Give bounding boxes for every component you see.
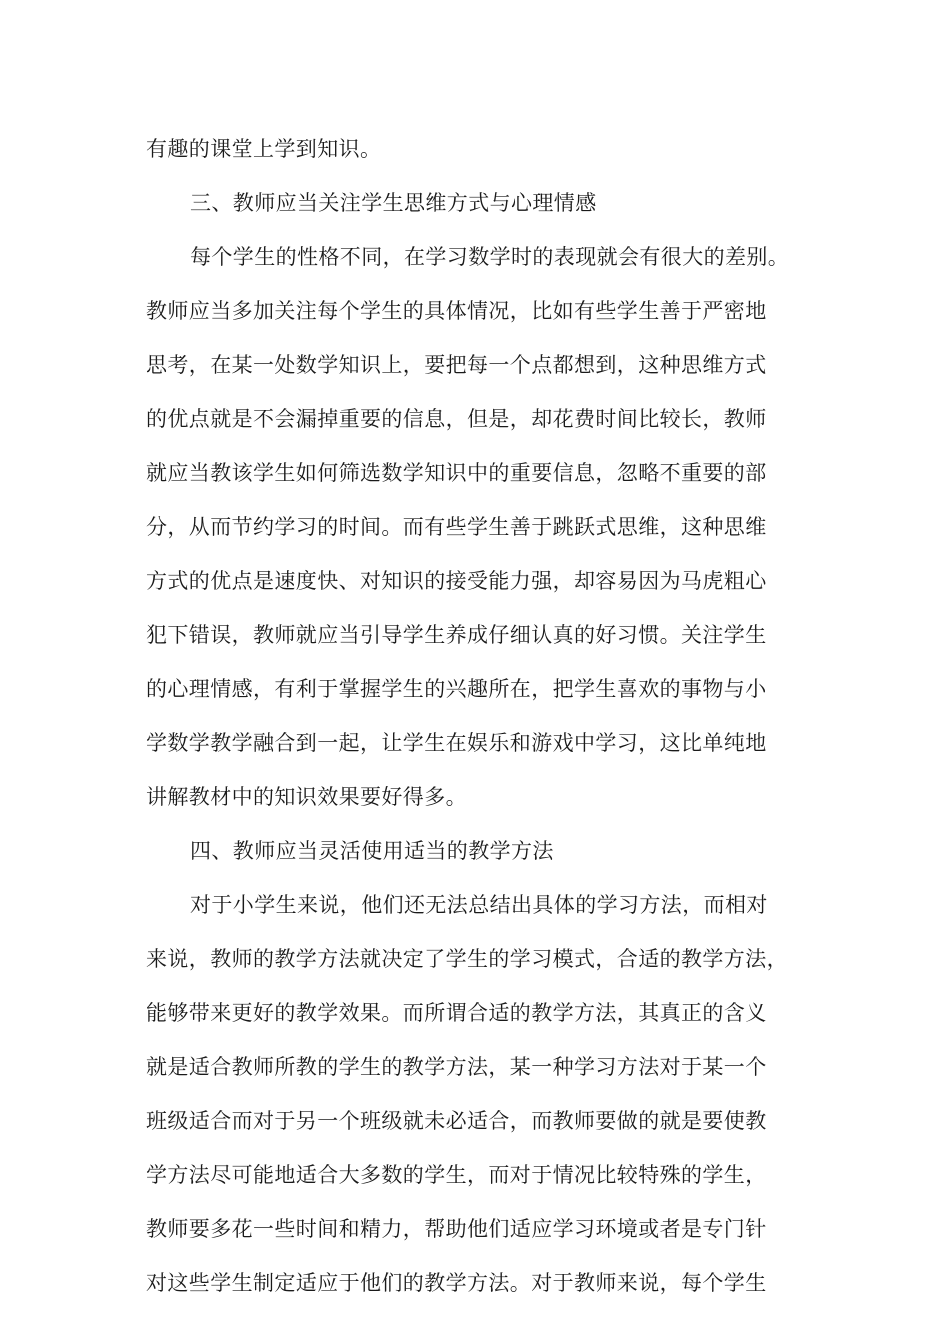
paragraph-line: 的优点就是不会漏掉重要的信息，但是，却花费时间比较长，教师 xyxy=(146,407,767,431)
paragraph-line: 对这些学生制定适应于他们的教学方法。对于教师来说，每个学生 xyxy=(146,1271,767,1295)
paragraph-line: 学数学教学融合到一起，让学生在娱乐和游戏中学习，这比单纯地 xyxy=(146,731,767,755)
paragraph-line: 每个学生的性格不同，在学习数学时的表现就会有很大的差别。 xyxy=(190,245,790,269)
paragraph-line: 就应当教该学生如何筛选数学知识中的重要信息，忽略不重要的部 xyxy=(146,461,767,485)
paragraph-line: 学方法尽可能地适合大多数的学生，而对于情况比较特殊的学生， xyxy=(146,1163,767,1187)
paragraph-line: 的心理情感，有利于掌握学生的兴趣所在，把学生喜欢的事物与小 xyxy=(146,677,767,701)
paragraph-line: 有趣的课堂上学到知识。 xyxy=(146,137,382,161)
paragraph-line: 教师要多花一些时间和精力，帮助他们适应学习环境或者是专门针 xyxy=(146,1217,767,1241)
paragraph-line: 思考，在某一处数学知识上，要把每一个点都想到，这种思维方式 xyxy=(146,353,767,377)
paragraph-line: 讲解教材中的知识效果要好得多。 xyxy=(146,785,467,809)
paragraph-line: 分，从而节约学习的时间。而有些学生善于跳跃式思维，这种思维 xyxy=(146,515,767,539)
paragraph-line: 方式的优点是速度快、对知识的接受能力强，却容易因为马虎粗心 xyxy=(146,569,767,593)
paragraph-line: 对于小学生来说，他们还无法总结出具体的学习方法，而相对 xyxy=(190,893,768,917)
paragraph-line: 能够带来更好的教学效果。而所谓合适的教学方法，其真正的含义 xyxy=(146,1001,767,1025)
paragraph-line: 就是适合教师所教的学生的教学方法，某一种学习方法对于某一个 xyxy=(146,1055,767,1079)
section-heading: 四、教师应当灵活使用适当的教学方法 xyxy=(190,839,554,863)
paragraph-line: 犯下错误，教师就应当引导学生养成仔细认真的好习惯。关注学生 xyxy=(146,623,767,647)
paragraph-line: 班级适合而对于另一个班级就未必适合，而教师要做的就是要使教 xyxy=(146,1109,767,1133)
paragraph-line: 教师应当多加关注每个学生的具体情况，比如有些学生善于严密地 xyxy=(146,299,767,323)
section-heading: 三、教师应当关注学生思维方式与心理情感 xyxy=(190,191,597,215)
paragraph-line: 来说，教师的教学方法就决定了学生的学习模式，合适的教学方法， xyxy=(146,947,788,971)
